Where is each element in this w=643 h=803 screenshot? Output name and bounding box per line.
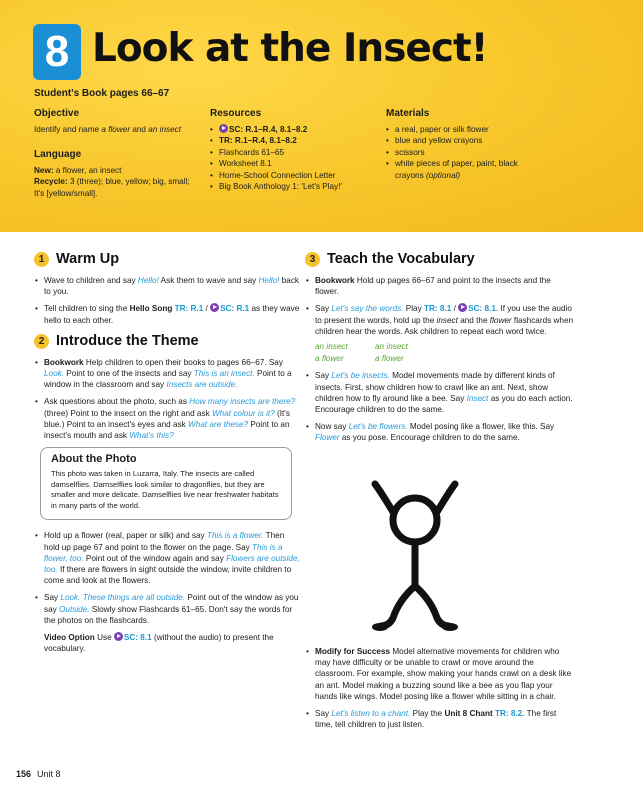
list-item: • Say Let's say the words. Play TR: 8.1 / SC: 8.1. If you use the audio to present the words, hold up the insect and the flower flashcards when children hear the words. Ask children to repeat each word twice. (305, 303, 575, 337)
play-circle-icon (219, 124, 228, 133)
page-title: Look at the Insect! (92, 26, 488, 71)
materials-column (386, 108, 536, 181)
vocab-word: an insect (315, 342, 348, 352)
resources-list (210, 124, 380, 193)
material-item: • blue and yellow crayons (386, 135, 536, 147)
section-title: Introduce the Theme (56, 332, 199, 349)
right-column (305, 252, 575, 450)
section-title: Warm Up (56, 250, 120, 267)
introduce-list (34, 357, 302, 441)
materials-list (386, 124, 536, 182)
page-number: 156 (16, 769, 32, 779)
section-number: 1 (34, 252, 49, 267)
play-circle-icon (114, 632, 123, 641)
resource-item: • Worksheet 8.1 (210, 158, 380, 170)
list-item: • Say Let's be insects. Model movements made by different kinds of insects. First, show children how to crawl like an ant. Next, show children how to fly around like a bee. Say Insect as you do each action. Encourage children to do the same. (305, 370, 575, 415)
warm-up-heading (34, 252, 302, 267)
unit-label: Unit 8 (37, 769, 61, 779)
introduce-list-2 (34, 530, 302, 626)
about-the-photo-box (40, 447, 292, 520)
language-heading: Language (34, 149, 82, 160)
vocab-word: an insect (375, 342, 408, 352)
list-item: • Bookwork Hold up pages 66–67 and point to the insects and the flower. (305, 275, 575, 297)
resource-item: • Big Book Anthology 1: 'Let's Play!' (210, 181, 380, 193)
video-option: Video Option Use SC: 8.1 (without the audio) to present the vocabulary. (44, 633, 274, 654)
introduce-heading (34, 334, 302, 349)
list-item: • Bookwork Help children to open their books to pages 66–67. Say Look. Point to one of the insects and say This is an insect. Point to a window in the classroom and say Insects are outside. (34, 357, 302, 391)
section-number: 2 (34, 334, 49, 349)
list-item: • Modify for Success Model alternative movements for children who may have difficulty or be unable to crawl or move around the classroom. For example, show making your hands crawl on a desk like an ant. Model making a buzzing sound like a bee as you flap your hands like wings. Model posing like a flower while sitting in a chair. (305, 646, 575, 702)
vocab-word: a flower (315, 354, 344, 364)
material-item: • white pieces of paper, paint, black crayons (optional) (386, 158, 536, 181)
material-item: • scissors (386, 147, 536, 159)
warm-up-list (34, 275, 302, 326)
resource-item: • SC: R.1–R.4, 8.1–8.2 (210, 124, 380, 136)
students-book-pages: Student's Book pages 66–67 (34, 88, 170, 99)
resources-column (210, 108, 380, 193)
material-item: • a real, paper or silk flower (386, 124, 536, 136)
list-item: • Wave to children and say Hello! Ask them to wave and say Hello! back to you. (34, 275, 302, 297)
list-item: • Now say Let's be flowers. Model posing like a flower, like this. Say Flower as you pose. Encourage children to do the same. (305, 421, 575, 443)
teach-heading (305, 252, 575, 267)
language-new: New: a flower, an insect (34, 165, 122, 175)
teach-list-2 (305, 370, 575, 443)
play-circle-icon (210, 303, 219, 312)
resource-item: • Flashcards 61–65 (210, 147, 380, 159)
unit-number-badge: 8 (33, 24, 81, 80)
resource-item: • Home-School Connection Letter (210, 170, 380, 182)
resources-heading: Resources (210, 108, 262, 119)
photo-box-title: About the Photo (51, 453, 137, 466)
play-circle-icon (458, 303, 467, 312)
stick-figure-flower-pose-icon (355, 478, 475, 638)
section-number: 3 (305, 252, 320, 267)
list-item: • Ask questions about the photo, such as How many insects are there? (three) Point to the insect on the right and ask What colour is it? (It's blue.) Point to an insect's eyes and ask What are these? Point to an insect's mouth and ask What's this? (34, 396, 302, 441)
list-item: • Tell children to sing the Hello Song TR: R.1 / SC: R.1 as they wave hello to each other. (34, 303, 302, 325)
language-recycle: Recycle: 3 (three); blue, yellow; big, small; It's [yellow/small]. (34, 177, 190, 198)
right-column-lower (305, 646, 575, 736)
objective-column (34, 108, 199, 199)
page-footer (16, 769, 61, 779)
resource-item: • TR: R.1–R.4, 8.1–8.2 (210, 135, 380, 147)
objective-heading: Objective (34, 108, 80, 119)
vocab-word: a flower (375, 354, 404, 364)
list-item: • Say Look. These things are all outside. Point out of the window as you say Outside. Slowly show Flashcards 61–65. Don't say the words for the photos on the flashcards. (34, 592, 302, 626)
section-title: Teach the Vocabulary (327, 250, 475, 267)
unit-header (0, 0, 643, 232)
vocabulary-words (305, 341, 575, 364)
list-item: • Hold up a flower (real, paper or silk) and say This is a flower. Then hold up page 67 and point to the flower on the page. Say This is a flower, too. Point out of the window again and say Flowers are outside, too. If there are flowers in sight outside the window, invite children to come and look at the flowers. (34, 530, 302, 586)
teach-list-3 (305, 646, 575, 730)
photo-box-text: This photo was taken in Luzarra, Italy. The insects are called damselflies. Damselflies look similar to dragonflies, but they are smaller and more delicate. Damselflies live near freshwater habitats in many parts of the world. (51, 469, 279, 510)
teach-list (305, 275, 575, 337)
left-column (34, 252, 302, 654)
objective-text: Identify and name a flower and an insect (34, 124, 182, 134)
materials-heading: Materials (386, 108, 430, 119)
list-item: • Say Let's listen to a chant. Play the Unit 8 Chant TR: 8.2. The first time, tell children to just listen. (305, 708, 575, 730)
